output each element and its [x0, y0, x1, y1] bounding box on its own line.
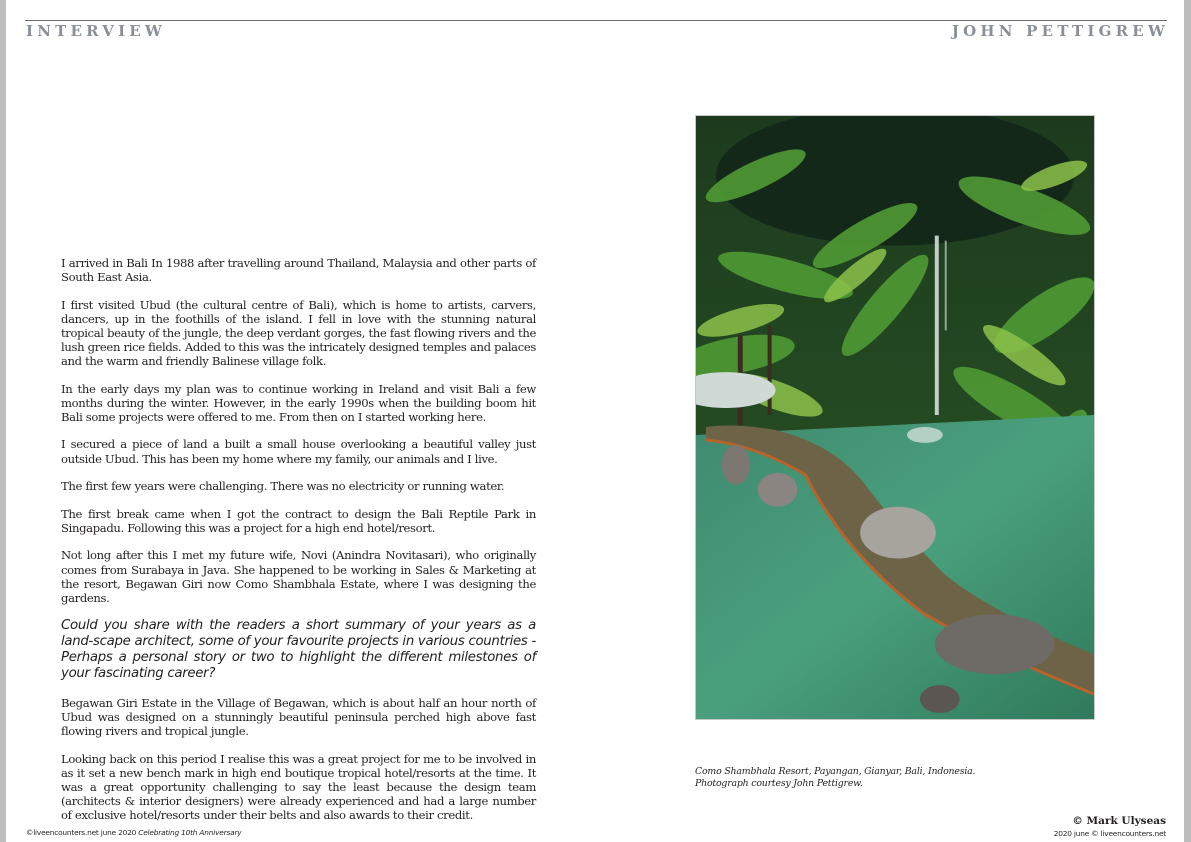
footer-right: 2020 june © liveencounters.net	[1053, 829, 1166, 838]
article-body	[61, 256, 536, 836]
footer-site: ©liveencounters.net june 2020	[26, 828, 139, 837]
footer-left	[26, 828, 241, 837]
page-edge-right	[1184, 0, 1191, 842]
caption-line-2: Photograph courtesy John Pettigrew.	[695, 778, 863, 789]
photo-caption	[695, 766, 1095, 790]
header-rule	[25, 20, 1167, 21]
photo-illustration	[696, 116, 1094, 719]
paragraph: The first break came when I got the contract to design the Bali Reptile Park in Singapadu. Following this was a project for a high end hotel/resort.	[61, 506, 536, 535]
paragraph: Looking back on this period I realise this was a great project for me to be involved in as it set a new bench mark in high end boutique tropical hotel/resorts at the time. It was a great opportunity challenging to say the least because the design team (architects & interior designers) were already experienced and had a large number of exclusive hotel/resorts under their belts and also awards to their credit.	[61, 752, 536, 823]
page-edge-left	[0, 0, 6, 842]
photographer-credit: © Mark Ulyseas	[1072, 815, 1166, 827]
paragraph: I secured a piece of land a built a small house overlooking a beautiful valley just outside Ubud. This has been my home where my family, our animals and I live.	[61, 437, 536, 466]
subject-name: JOHN PETTIGREW	[951, 22, 1169, 40]
paragraph: I first visited Ubud (the cultural centre of Bali), which is home to artists, carvers, dancers, up in the foothills of the island. I fell in love with the stunning natural tropical beauty of the jungle, the deep verdant gorges, the fast flowing rivers and the lush green rice fields. Added to this was the intricately designed temples and palaces and the warm and friendly Balinese village folk.	[61, 297, 536, 369]
resort-photo	[695, 115, 1095, 720]
footer-anniversary: Celebrating 10th Anniversary	[138, 828, 242, 837]
paragraph: In the early days my plan was to continue working in Ireland and visit Bali a few months during the winter. However, in the early 1990s when the building boom hit Bali some projects were offered to me. From then on I started working here.	[61, 381, 536, 424]
paragraph: Not long after this I met my future wife, Novi (Anindra Novitasari), who originally comes from Surabaya in Java. She happened to be working in Sales & Marketing at the resort, Begawan Giri now Como Shambhala Estate, where I was designing the gardens.	[61, 548, 536, 605]
interview-question: Could you share with the readers a short summary of your years as a land-scape architect, some of your favourite projects in various countries - Perhaps a personal story or two to highlight the different milestones of your fascinating career?	[61, 618, 536, 682]
section-label: INTERVIEW	[26, 22, 166, 40]
paragraph: Begawan Giri Estate in the Village of Begawan, which is about half an hour north of Ubud was designed on a stunningly beautiful peninsula perched high above fast flowing rivers and tropical jungle.	[61, 696, 536, 739]
paragraph: The first few years were challenging. There was no electricity or running water.	[61, 479, 505, 494]
paragraph: I arrived in Bali In 1988 after travelling around Thailand, Malaysia and other parts of South East Asia.	[61, 256, 536, 285]
caption-line-1: Como Shambhala Resort, Payangan, Gianyar, Bali, Indonesia.	[695, 766, 976, 777]
